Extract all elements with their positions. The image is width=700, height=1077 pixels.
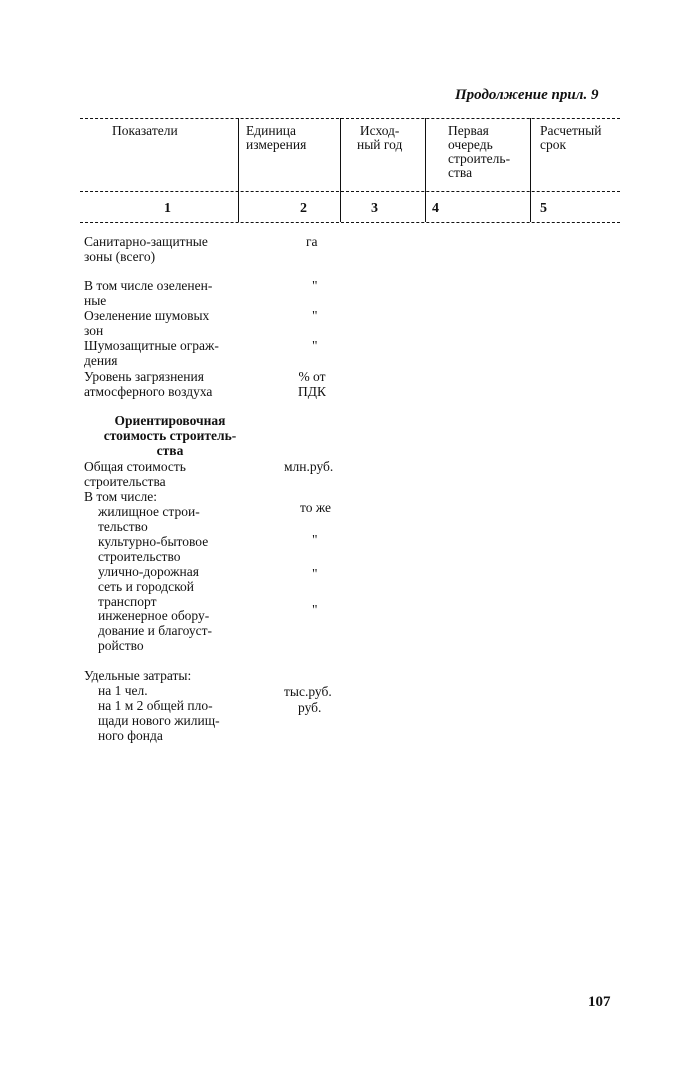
column-divider [425, 118, 426, 222]
column-number: 1 [164, 201, 171, 216]
ditto-mark: " [312, 338, 318, 353]
row-greened: В том числе озеленен- ные [84, 278, 213, 308]
page-number: 107 [588, 994, 611, 1010]
ditto-mark: " [312, 566, 318, 581]
unit-cell: тыс.руб. [284, 684, 332, 699]
row-road-network: улично-дорожная сеть и городской транспорт [98, 564, 199, 609]
table-top-rule [80, 118, 620, 119]
row-specific-costs: Удельные затраты: [84, 668, 192, 683]
ditto-mark: " [312, 308, 318, 323]
header-unit: Единица измерения [246, 123, 307, 152]
unit-cell: млн.руб. [284, 459, 334, 474]
unit-cell: га [306, 234, 318, 249]
column-divider [340, 118, 341, 222]
row-per-person: на 1 чел. [98, 683, 148, 698]
column-divider [238, 118, 239, 222]
row-noise-greening: Озеленение шумовых зон [84, 308, 210, 338]
column-divider [530, 118, 531, 222]
unit-cell: % от ПДК [298, 369, 326, 399]
unit-cell: руб. [298, 700, 322, 715]
row-sanitary-zones: Санитарно-защитные зоны (всего) [84, 234, 208, 264]
row-including: В том числе: [84, 489, 157, 504]
row-total-cost: Общая стоимость строительства [84, 459, 186, 489]
column-number: 5 [540, 201, 547, 216]
header-base-year: Исход- ный год [357, 123, 403, 152]
row-cultural: культурно-бытовое строительство [98, 534, 209, 564]
section-heading-cost: Ориентировочная стоимость строитель- ства [103, 413, 237, 458]
row-noise-barriers: Шумозащитные ограж- дения [84, 338, 219, 368]
header-indicators: Показатели [112, 123, 178, 138]
row-pollution-level: Уровень загрязнения атмосферного воздуха [84, 369, 213, 399]
column-number: 4 [432, 201, 439, 216]
column-number: 3 [371, 201, 378, 216]
row-housing: жилищное строи- тельство [98, 504, 200, 534]
unit-cell: то же [300, 500, 331, 515]
header-bottom-rule [80, 191, 620, 192]
row-engineering: инженерное обору- дование и благоуст- ройство [98, 608, 213, 653]
ditto-mark: " [312, 278, 318, 293]
ditto-mark: " [312, 602, 318, 617]
header-first-stage: Первая очередь строитель- ства [448, 123, 511, 180]
ditto-mark: " [312, 532, 318, 547]
row-per-sqm: на 1 м 2 общей пло- щади нового жилищ- ного фонда [98, 698, 220, 743]
header-estimated-period: Расчетный срок [540, 123, 602, 152]
numbers-bottom-rule [80, 222, 620, 223]
column-number: 2 [300, 201, 307, 216]
continuation-caption: Продолжение прил. 9 [455, 87, 599, 103]
